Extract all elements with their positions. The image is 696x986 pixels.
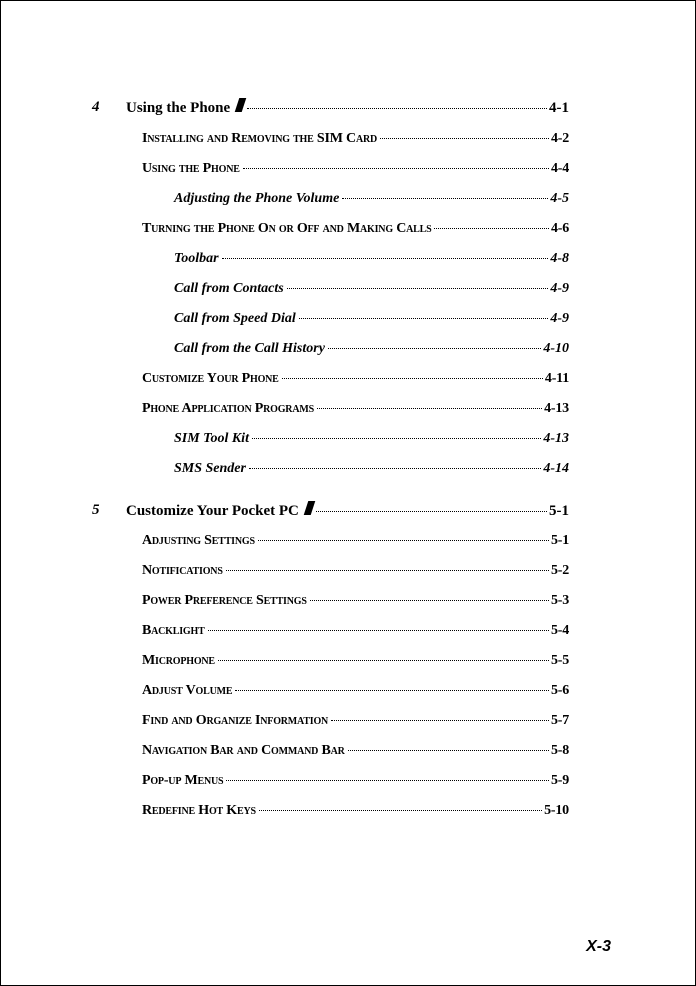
dot-leader <box>259 810 542 811</box>
toc-entry-page: 5-5 <box>550 653 569 668</box>
toc-entry-page: 4-13 <box>544 401 569 416</box>
dot-leader <box>243 168 549 169</box>
toc-entry <box>174 190 569 208</box>
toc-entry-title: Backlight <box>142 623 205 638</box>
toc-entry-title: Toolbar <box>174 251 219 266</box>
dot-leader <box>249 468 541 469</box>
toc-entry <box>174 280 569 298</box>
dot-leader <box>235 690 549 691</box>
toc-entry <box>142 592 569 610</box>
toc-entry-page: 4-1 <box>549 100 569 116</box>
toc-entry-title: Redefine Hot Keys <box>142 803 256 818</box>
toc-entry <box>92 98 569 117</box>
dot-leader <box>317 408 542 409</box>
toc-entry-title: SIM Tool Kit <box>174 431 249 446</box>
toc-entry <box>142 130 569 148</box>
toc-entry <box>174 310 569 328</box>
dot-leader <box>208 630 549 631</box>
toc-entry-page: 5-2 <box>550 563 569 578</box>
toc-entry <box>142 370 569 388</box>
dot-leader <box>380 138 549 139</box>
toc-entry-page: 4-11 <box>544 371 569 386</box>
toc-entry-title: Customize Your Phone <box>142 371 279 386</box>
toc-entry <box>142 532 569 550</box>
toc-entry-title: Notifications <box>142 563 223 578</box>
toc-entry <box>142 562 569 580</box>
toc-entry <box>142 682 569 700</box>
toc-entry-title: Navigation Bar and Command Bar <box>142 743 345 758</box>
toc-entry-page: 5-10 <box>544 803 569 818</box>
toc-entry-page: 4-9 <box>550 281 569 296</box>
dot-leader <box>226 780 549 781</box>
toc-entry-page: 4-6 <box>550 221 569 236</box>
dot-leader <box>328 348 541 349</box>
toc-entry-page: 5-6 <box>550 683 569 698</box>
chapter-number: 5 <box>92 502 100 518</box>
page-number: X-3 <box>586 938 611 955</box>
chapter-number: 4 <box>92 99 100 115</box>
toc-entry <box>142 160 569 178</box>
toc-entry-page: 5-9 <box>550 773 569 788</box>
toc-entry <box>142 772 569 790</box>
dot-leader <box>222 258 549 259</box>
toc-entry <box>174 340 569 358</box>
toc-entry <box>142 622 569 640</box>
toc-entry-page: 4-2 <box>550 131 569 146</box>
toc-entry-title: Adjusting the Phone Volume <box>174 191 340 206</box>
toc-entry-title: Microphone <box>142 653 215 668</box>
toc-entry-page: 4-13 <box>543 431 569 446</box>
toc-entry-page: 4-10 <box>543 341 569 356</box>
toc-entry-page: 5-4 <box>550 623 569 638</box>
toc-entry-title: Find and Organize Information <box>142 713 329 728</box>
toc-entry <box>142 802 569 820</box>
toc-entry-title: Adjust Volume <box>142 683 233 698</box>
toc-entry-page: 4-5 <box>550 191 569 206</box>
toc-entry <box>142 652 569 670</box>
toc-entry-title: Pop-up Menus <box>142 773 224 788</box>
dot-leader <box>310 600 549 601</box>
toc-entry-title: Call from Speed Dial <box>174 311 296 326</box>
toc-entry <box>142 742 569 760</box>
toc-entry <box>142 220 569 238</box>
toc-entry <box>142 400 569 418</box>
toc-entry <box>92 501 569 520</box>
toc-entry-title: Customize Your Pocket PC <box>126 503 299 519</box>
toc-entry-page: 4-4 <box>550 161 569 176</box>
toc-entry-page: 5-1 <box>549 503 569 519</box>
toc-entry-title: Adjusting Settings <box>142 533 255 548</box>
toc-entry-page: 5-3 <box>550 593 569 608</box>
dot-leader <box>258 540 549 541</box>
dot-leader <box>247 108 547 109</box>
toc-entry-page: 5-8 <box>550 743 569 758</box>
toc-entry <box>174 430 569 448</box>
dot-leader <box>434 228 549 229</box>
toc-entry-page: 5-7 <box>550 713 569 728</box>
toc-entry-title: Using the Phone <box>126 100 231 116</box>
toc-entry-title: Phone Application Programs <box>142 401 314 416</box>
toc-entry-title: Installing and Removing the SIM Card <box>142 131 378 146</box>
dot-leader <box>282 378 543 379</box>
dot-leader <box>226 570 549 571</box>
toc-entry-title: Call from the Call History <box>174 341 325 356</box>
dot-leader <box>252 438 541 439</box>
toc-entry-title: SMS Sender <box>174 461 246 476</box>
toc-entry-title: Turning the Phone On or Off and Making Calls <box>142 221 432 236</box>
dot-leader <box>348 750 549 751</box>
toc-entry-title: Using the Phone <box>142 161 240 176</box>
chapter-slash-icon <box>304 501 316 515</box>
toc-entry-title: Power Preference Settings <box>142 593 307 608</box>
toc-entry-page: 4-14 <box>543 461 569 476</box>
toc-entry <box>174 250 569 268</box>
toc-entry <box>174 460 569 478</box>
dot-leader <box>316 511 547 512</box>
dot-leader <box>331 720 549 721</box>
toc-entry-page: 4-9 <box>550 311 569 326</box>
toc-entry-title: Call from Contacts <box>174 281 284 296</box>
toc-entry <box>142 712 569 730</box>
dot-leader <box>287 288 549 289</box>
toc-entry-page: 5-1 <box>550 533 569 548</box>
chapter-slash-icon <box>235 98 247 112</box>
dot-leader <box>299 318 549 319</box>
dot-leader <box>218 660 549 661</box>
dot-leader <box>342 198 548 199</box>
toc-entry-page: 4-8 <box>550 251 569 266</box>
